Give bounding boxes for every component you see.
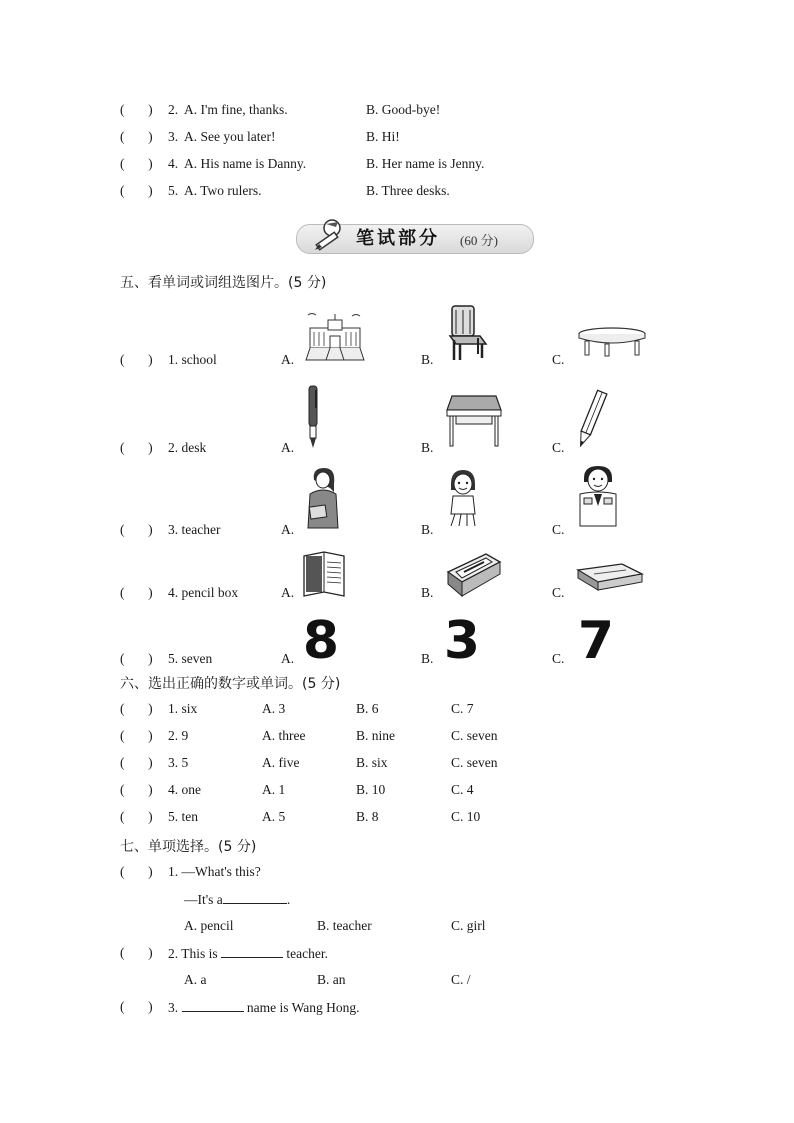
- answer-paren[interactable]: ( ): [120, 755, 153, 770]
- answer-paren[interactable]: ( ): [120, 102, 153, 117]
- question-text: 2. 9: [168, 728, 189, 743]
- option-a[interactable]: A. 1: [262, 782, 286, 797]
- question-text: 2. This is: [168, 946, 218, 961]
- option-b[interactable]: B. teacher: [317, 918, 372, 933]
- answer-paren[interactable]: ( ): [120, 945, 153, 960]
- option-c-label[interactable]: C.: [552, 352, 565, 367]
- option-c-label[interactable]: C.: [552, 522, 565, 537]
- number-7-picture: [577, 608, 615, 671]
- question-text-end: name is Wang Hong.: [246, 1000, 360, 1015]
- option-a[interactable]: A. 5: [262, 809, 286, 824]
- option-b-label[interactable]: B.: [421, 522, 434, 537]
- answer-paren[interactable]: ( ): [120, 156, 153, 171]
- woman-teacher-icon: [304, 466, 342, 530]
- question-text: 4. one: [168, 782, 201, 797]
- answer-paren[interactable]: ( ): [120, 864, 153, 879]
- answer-paren[interactable]: ( ): [120, 782, 153, 797]
- option-c[interactable]: C. 10: [451, 809, 481, 824]
- option-c[interactable]: C. seven: [451, 755, 498, 770]
- book-icon: [302, 550, 346, 598]
- option-a[interactable]: A. a: [184, 972, 207, 987]
- option-b[interactable]: B. 8: [356, 809, 379, 824]
- question-number: 4.: [168, 156, 179, 171]
- number-8-picture: [302, 608, 340, 671]
- question-number: 3.: [168, 129, 179, 144]
- number-3-picture: [443, 608, 481, 671]
- option-c[interactable]: C. girl: [451, 918, 486, 933]
- option-a: A. Two rulers.: [184, 183, 262, 198]
- section-6-title: 六、选出正确的数字或单词。(5 分): [120, 676, 341, 692]
- question-line: [168, 945, 328, 962]
- option-a[interactable]: A. pencil: [184, 918, 234, 933]
- option-b: B. Good-bye!: [366, 102, 441, 117]
- pencil-icon: [576, 388, 606, 452]
- banner-title: 笔试部分: [356, 228, 440, 249]
- option-b-label[interactable]: B.: [421, 352, 434, 367]
- question-text: 4. pencil box: [168, 585, 239, 600]
- option-b: B. Hi!: [366, 129, 400, 144]
- answer-paren[interactable]: ( ): [120, 129, 153, 144]
- option-a: A. See you later!: [184, 129, 276, 144]
- question-line: [168, 999, 360, 1016]
- option-a: A. His name is Danny.: [184, 156, 307, 171]
- option-b[interactable]: B. an: [317, 972, 346, 987]
- option-b[interactable]: B. 10: [356, 782, 386, 797]
- desk-icon: [446, 394, 502, 448]
- option-a-label[interactable]: A.: [281, 352, 295, 367]
- option-a-label[interactable]: A.: [281, 585, 295, 600]
- option-c-label[interactable]: C.: [552, 440, 565, 455]
- question-text: —It's a: [184, 892, 223, 907]
- option-a-label[interactable]: A.: [281, 522, 295, 537]
- round-table-icon: [577, 326, 647, 358]
- answer-paren[interactable]: ( ): [120, 999, 153, 1014]
- option-c[interactable]: C. seven: [451, 728, 498, 743]
- question-line-2: [184, 891, 290, 908]
- section-5-title: 五、看单词或词组选图片。(5 分): [120, 275, 327, 291]
- boy-icon: [576, 466, 620, 528]
- question-period: .: [286, 892, 291, 907]
- answer-paren[interactable]: ( ): [120, 183, 153, 198]
- svg-text:3: 3: [443, 611, 481, 671]
- answer-paren[interactable]: ( ): [120, 352, 153, 367]
- option-b: B. Three desks.: [366, 183, 450, 198]
- question-text: 5. seven: [168, 651, 213, 666]
- question-text: 2. desk: [168, 440, 207, 455]
- option-c-label[interactable]: C.: [552, 651, 565, 666]
- option-a: A. I'm fine, thanks.: [184, 102, 288, 117]
- fill-in-blank[interactable]: [221, 945, 283, 958]
- answer-paren[interactable]: ( ): [120, 728, 153, 743]
- question-text: 5. ten: [168, 809, 198, 824]
- question-text: 1. school: [168, 352, 217, 367]
- answer-paren[interactable]: ( ): [120, 809, 153, 824]
- option-b[interactable]: B. nine: [356, 728, 395, 743]
- question-text: 3. 5: [168, 755, 189, 770]
- question-number: 5.: [168, 183, 179, 198]
- eraser-icon: [576, 562, 644, 592]
- question-number: 3.: [168, 1000, 179, 1015]
- answer-paren[interactable]: ( ): [120, 701, 153, 716]
- option-b-label[interactable]: B.: [421, 585, 434, 600]
- option-a[interactable]: A. five: [262, 755, 300, 770]
- option-a-label[interactable]: A.: [281, 651, 295, 666]
- svg-text:8: 8: [302, 611, 340, 671]
- question-line-1: 1. —What's this?: [168, 864, 261, 879]
- answer-paren[interactable]: ( ): [120, 651, 153, 666]
- option-b: B. Her name is Jenny.: [366, 156, 485, 171]
- question-text: 3. teacher: [168, 522, 221, 537]
- fill-in-blank[interactable]: [182, 999, 244, 1012]
- option-c[interactable]: C. 7: [451, 701, 474, 716]
- written-part-banner: [296, 216, 532, 256]
- pencil-box-icon: [446, 552, 502, 598]
- answer-paren[interactable]: ( ): [120, 585, 153, 600]
- section-7-title: 七、单项选择。(5 分): [120, 839, 257, 855]
- girl-icon: [447, 470, 479, 528]
- option-b-label[interactable]: B.: [421, 440, 434, 455]
- option-b[interactable]: B. six: [356, 755, 388, 770]
- option-c[interactable]: C. /: [451, 972, 471, 987]
- question-number: 2.: [168, 102, 179, 117]
- option-a[interactable]: A. three: [262, 728, 306, 743]
- pen-icon: [306, 384, 320, 450]
- option-a-label[interactable]: A.: [281, 440, 295, 455]
- option-c[interactable]: C. 4: [451, 782, 474, 797]
- fill-in-blank[interactable]: [223, 891, 287, 904]
- chair-icon: [446, 304, 488, 362]
- school-building-icon: [306, 312, 364, 362]
- question-text: 1. six: [168, 701, 198, 716]
- svg-text:7: 7: [577, 611, 615, 671]
- option-a[interactable]: A. 3: [262, 701, 286, 716]
- answer-paren[interactable]: ( ): [120, 522, 153, 537]
- option-b[interactable]: B. 6: [356, 701, 379, 716]
- answer-paren[interactable]: ( ): [120, 440, 153, 455]
- option-b-label[interactable]: B.: [421, 651, 434, 666]
- pencil-writing-icon: [310, 216, 350, 256]
- question-text-end: teacher.: [286, 946, 328, 961]
- option-c-label[interactable]: C.: [552, 585, 565, 600]
- banner-score: (60 分): [460, 233, 498, 248]
